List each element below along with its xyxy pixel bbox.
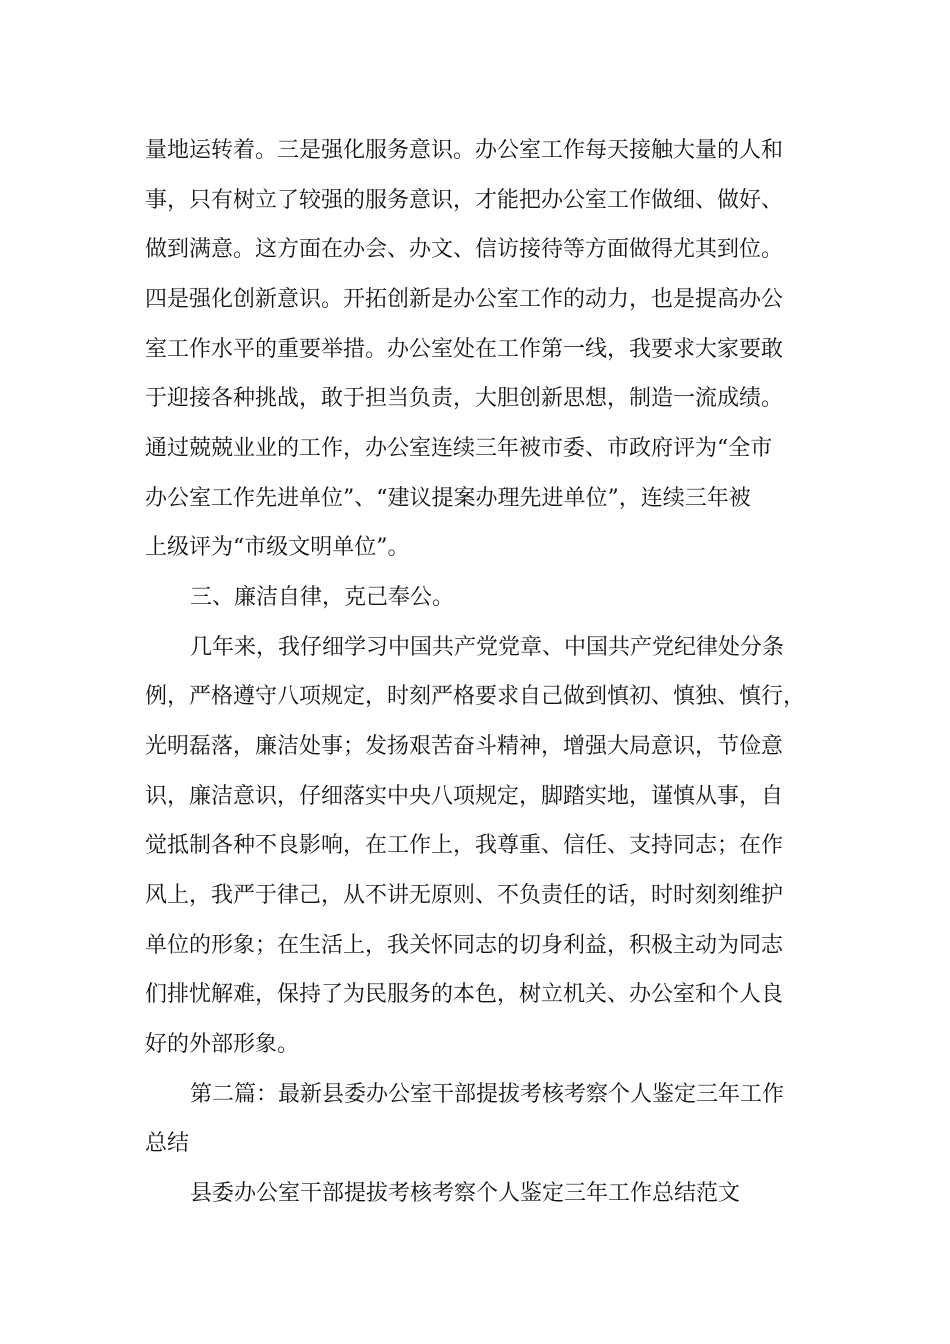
body-line: 识，廉洁意识，仔细落实中央八项规定，脚踏实地，谨慎从事，自	[145, 784, 784, 809]
body-line: 们排忧解难，保持了为民服务的本色，树立机关、办公室和个人良	[145, 982, 784, 1007]
body-line: 做到满意。这方面在办会、办文、信访接待等方面做得尤其到位。	[145, 237, 784, 262]
body-line: 好的外部形象。	[145, 1032, 300, 1057]
body-line: 四是强化创新意识。开拓创新是办公室工作的动力，也是提高办公	[145, 287, 784, 312]
body-line: 量地运转着。三是强化服务意识。办公室工作每天接触大量的人和	[145, 138, 784, 163]
body-line: 室工作水平的重要举措。办公室处在工作第一线，我要求大家要敢	[145, 337, 784, 362]
section-heading: 三、廉洁自律，克己奉公。	[190, 585, 455, 610]
body-line: 光明磊落，廉洁处事；发扬艰苦奋斗精神，增强大局意识，节俭意	[145, 734, 784, 759]
chapter-title-continued: 总结	[145, 1131, 190, 1156]
body-line: 事，只有树立了较强的服务意识，才能把办公室工作做细、做好、	[145, 188, 784, 213]
body-line: 觉抵制各种不良影响，在工作上，我尊重、信任、支持同志；在作	[145, 833, 784, 858]
body-line: 上级评为“市级文明单位”。	[145, 535, 410, 560]
sub-title: 县委办公室干部提拔考核考察个人鉴定三年工作总结范文	[190, 1181, 741, 1206]
body-line: 几年来，我仔细学习中国共产党党章、中国共产党纪律处分条	[190, 635, 785, 660]
body-line: 单位的形象；在生活上，我关怀同志的切身利益，积极主动为同志	[145, 933, 784, 958]
chapter-title: 第二篇：最新县委办公室干部提拔考核考察个人鉴定三年工作	[190, 1082, 785, 1107]
body-line: 于迎接各种挑战，敢于担当负责，大胆创新思想，制造一流成绩。	[145, 386, 784, 411]
body-line: 通过兢兢业业的工作，办公室连续三年被市委、市政府评为“全市	[145, 436, 773, 461]
body-line: 风上，我严于律己，从不讲无原则、不负责任的话，时时刻刻维护	[145, 883, 784, 908]
body-line: 办公室工作先进单位”、“建议提案办理先进单位”，连续三年被	[145, 486, 751, 511]
body-line: 例，严格遵守八项规定，时刻严格要求自己做到慎初、慎独、慎行，	[145, 684, 806, 709]
